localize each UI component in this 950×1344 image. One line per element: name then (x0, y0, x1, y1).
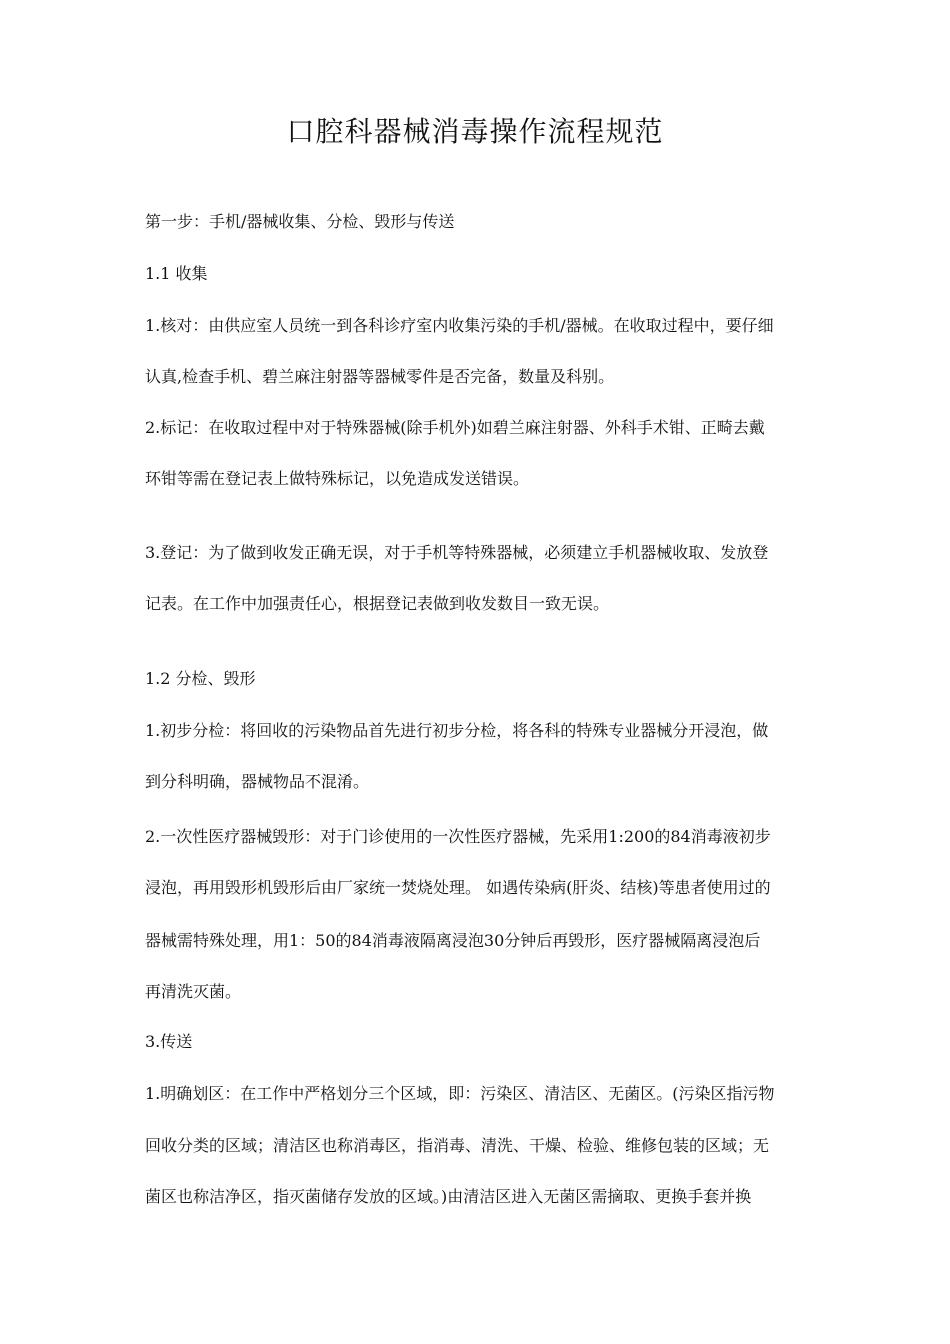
document-title: 口腔科器械消毒操作流程规范 (286, 115, 664, 148)
paragraph-line: 1.明确划区：在工作中严格划分三个区域，即：污染区、清洁区、无菌区。(污染区指污物 (145, 1084, 775, 1103)
paragraph-line: 2.一次性医疗器械毁形：对于门诊使用的一次性医疗器械，先采用1:200的84消毒液初步 (145, 827, 771, 846)
subsection-heading-3: 3.传送 (145, 1032, 193, 1051)
section-heading-step-1: 第一步：手机/器械收集、分检、毁形与传送 (145, 212, 455, 231)
paragraph-line: 1.初步分检：将回收的污染物品首先进行初步分检，将各科的特殊专业器械分开浸泡，做 (145, 721, 769, 740)
subsection-heading-1-2: 1.2 分检、毁形 (145, 669, 256, 688)
paragraph-line: 再清洗灭菌。 (145, 982, 242, 1001)
paragraph-line: 2.标记：在收取过程中对于特殊器械(除手机外)如碧兰麻注射器、外科手术钳、正畸去戴 (145, 418, 765, 437)
paragraph-line: 器械需特殊处理，用1：50的84消毒液隔离浸泡30分钟后再毁形，医疗器械隔离浸泡后 (145, 931, 761, 950)
paragraph-line: 认真,检查手机、碧兰麻注射器等器械零件是否完备，数量及科别。 (145, 367, 615, 386)
paragraph-line: 3.登记：为了做到收发正确无误，对于手机等特殊器械，必须建立手机器械收取、发放登 (145, 543, 769, 562)
paragraph-line: 到分科明确，器械物品不混淆。 (145, 772, 370, 791)
paragraph-line: 回收分类的区域；清洁区也称消毒区，指消毒、清洗、干燥、检验、维修包装的区域；无 (145, 1136, 770, 1155)
paragraph-line: 1.核对：由供应室人员统一到各科诊疗室内收集污染的手机/器械。在收取过程中，要仔细 (145, 316, 774, 335)
paragraph-line: 浸泡，再用毁形机毁形后由厂家统一焚烧处理。 如遇传染病(肝炎、结核)等患者使用过的 (145, 878, 771, 897)
paragraph-line: 菌区也称洁净区，指灭菌储存发放的区域。)由清洁区进入无菌区需摘取、更换手套并换 (145, 1187, 752, 1206)
subsection-heading-1-1: 1.1 收集 (145, 264, 208, 283)
paragraph-line: 记表。在工作中加强责任心，根据登记表做到收发数目一致无误。 (145, 594, 610, 613)
paragraph-line: 环钳等需在登记表上做特殊标记，以免造成发送错误。 (145, 469, 530, 488)
